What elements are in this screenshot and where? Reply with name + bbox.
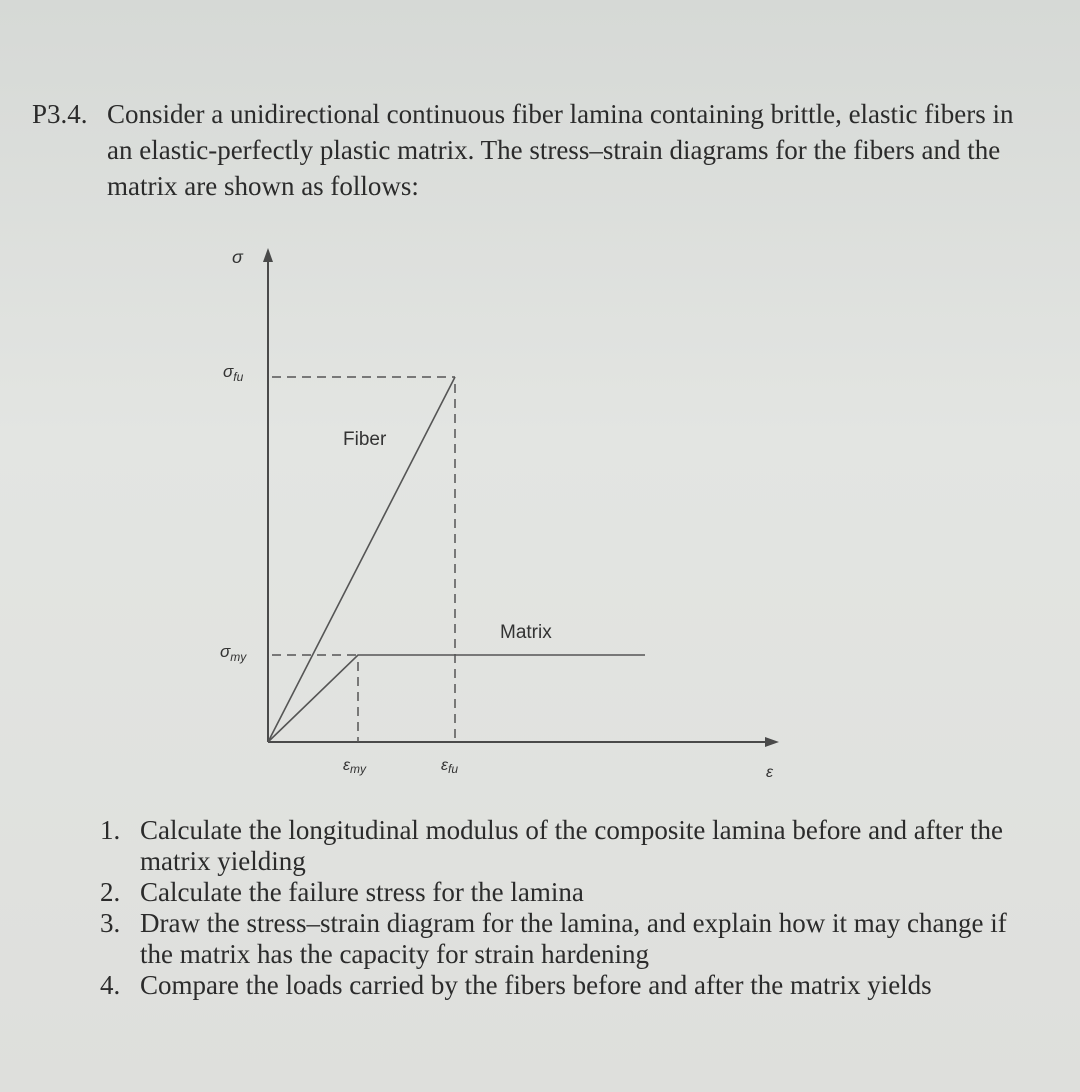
- x-axis-arrow: [765, 737, 779, 747]
- question-number: 1.: [100, 815, 121, 845]
- sigma-my-label: $\sigma_{my}$: [220, 642, 247, 664]
- matrix-line: [268, 655, 645, 742]
- question-text: Calculate the longitudinal modulus of the composite lamina before and after the matrix yielding: [140, 815, 1003, 876]
- question-text: Draw the stress–strain diagram for the lamina, and explain how it may change if the matrix has the capacity for strain hardening: [140, 908, 1007, 969]
- question-list: [100, 815, 1020, 1001]
- list-item: [100, 970, 1020, 1001]
- eps-fu-label: εfu: [441, 757, 459, 776]
- question-number: 3.: [100, 908, 121, 938]
- matrix-label: Matrix: [500, 622, 552, 643]
- list-item: [100, 877, 1020, 908]
- problem-number: P3.4.: [32, 99, 88, 129]
- list-item: [100, 908, 1020, 970]
- question-text: Calculate the failure stress for the lamina: [140, 877, 584, 907]
- sigma-axis-label: σ: [232, 247, 243, 267]
- list-item: [100, 815, 1020, 877]
- problem-text: Consider a unidirectional continuous fiber lamina containing brittle, elastic fibers in an elastic-perfectly plastic matrix. The stress–strain diagrams for the fibers and the matrix are shown as follows:: [107, 99, 1014, 201]
- question-number: 4.: [100, 970, 121, 1000]
- eps-my-label: εmy: [343, 757, 367, 776]
- epsilon-axis-label: ε: [766, 764, 774, 781]
- y-axis-arrow: [263, 248, 273, 262]
- question-text: Compare the loads carried by the fibers before and after the matrix yields: [140, 970, 932, 1000]
- question-number: 2.: [100, 877, 121, 907]
- fiber-label: Fiber: [343, 429, 387, 450]
- sigma-fu-label: $\sigma_{fu}$: [223, 362, 244, 384]
